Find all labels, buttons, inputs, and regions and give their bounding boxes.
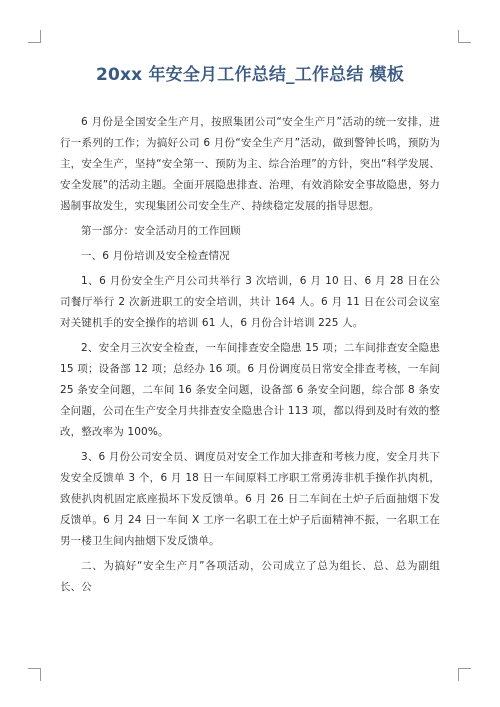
subsection-heading-activities: 二、为搞好“安全生产月”各项活动，公司成立了总为组长、总、总为副组长、公 [60, 560, 440, 593]
document-title: 20xx 年安全月工作总结_工作总结 模板 [95, 65, 405, 85]
crop-mark-top-right [458, 30, 471, 43]
crop-mark-bottom-left [28, 668, 41, 681]
paragraph-intro: 6 月份是全国安全生产月，按照集团公司“安全生产月”活动的统一安排，进行一系列的工作；为搞好公司 6 月份“安全生产月”活动，做到警钟长鸣，预防为主，安全生产，坚持“安全第一、预防为主、综合治理”的方针，突出“科学发展、安全发展”的活动主题。全面开展隐患排查、治理，有效消除安全事故隐患，努力遏制事故发生，实现集团公司安全生产、持续稳定发展的指导思想。 [60, 116, 440, 212]
crop-mark-bottom-right [458, 668, 471, 681]
paragraph-item-3: 3、6 月份公司安全员、调度员对安全工作加大排查和考核力度，安全月共下发安全反馈单 3 个，6 月 18 日一车间原料工序职工常勇涛非机手操作扒肉机，致使扒肉机固定底座损坏下发反馈单。6 月 26 日二车间在土炉子后面抽烟下发反馈单。6 月 24 日一车间 X 工序一名职工在土炉子后面精神不振，一名职工在男一楼卫生间内抽烟下发反馈单。 [60, 451, 440, 547]
subsection-heading-training: 一、6 月份培训及安全检查情况 [81, 250, 230, 262]
paragraph-item-1: 1、6 月份安全生产月公司共举行 3 次培训，6 月 10 日、6 月 28 日在公司餐厅举行 2 次新进职工的安全培训，共计 164 人。6 月 11 日在公司会议室对关键机手的安全操作的培训 61 人，6 月份合计培训 225 人。 [60, 275, 440, 329]
crop-mark-top-left [28, 30, 41, 43]
section-heading-part-one: 第一部分：安全活动月的工作回顾 [81, 225, 241, 237]
paragraph-item-2: 2、安全月三次安全检查，一车间排查安全隐患 15 项；二车间排查安全隐患 15 项；设备部 12 项；总经办 16 项。6 月份调度员日常安全排查考核，一车间 25 条安全问题，二车间 16 条安全问题，设备部 6 条安全问题，综合部 8 条安全问题，公司在生产安全月共排查安全隐患合计 113 项，都以得到及时有效的整改，整改率为 100%。 [60, 342, 440, 438]
document-body [60, 112, 440, 598]
